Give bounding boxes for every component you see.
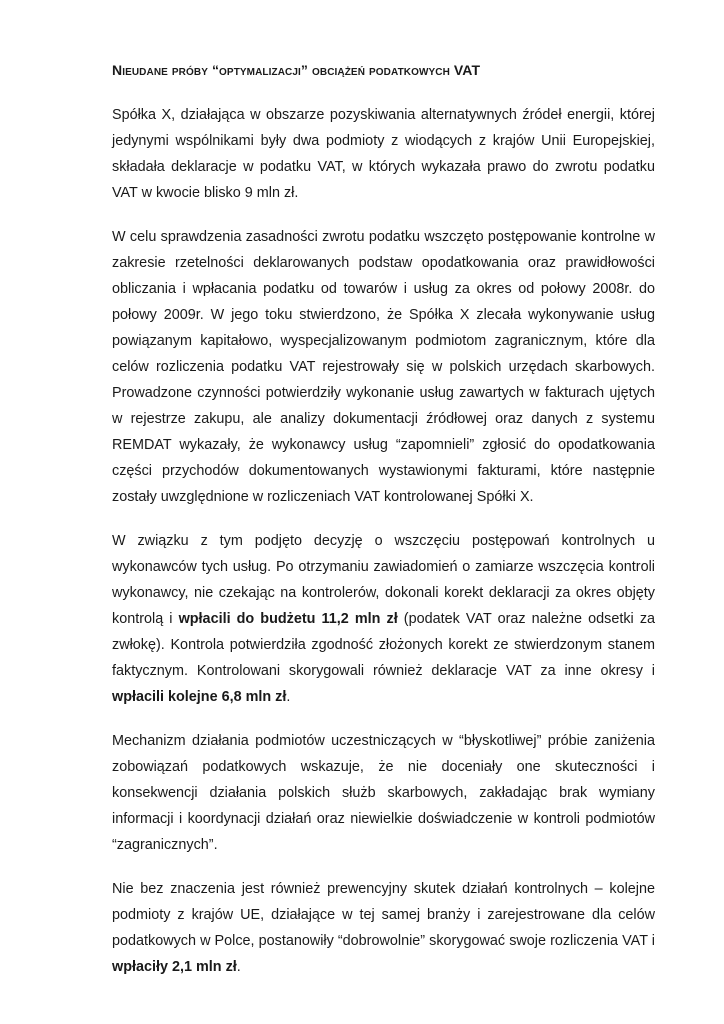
paragraph-3 — [112, 528, 655, 710]
paragraph-5 — [112, 876, 655, 980]
paragraph-3-text-2: (podatek VAT oraz należne odsetki za zwłokę). Kontrola potwierdziła zgodność złożonych korekt ze stwierdzonym stanem faktycznym. Kontrolowani skorygowali również deklaracje VAT za inne okresy i — [112, 611, 656, 679]
paragraph-2: W celu sprawdzenia zasadności zwrotu podatku wszczęto postępowanie kontrolne w zakresie rzetelności deklarowanych podstaw opodatkowania oraz prawidłowości obliczania i wpłacania podatku od towarów i usług za okres od połowy 2008r. do połowy 2009r. W jego toku stwierdzono, że Spółka X zlecała wykonywanie usług powiązanym kapitałowo, wyspecjalizowanym podmiotom zagranicznym, które dla celów rozliczenia podatku VAT rejestrowały się w polskich urzędach skarbowych. Prowadzone czynności potwierdziły wykonanie usług zawartych w fakturach ujętych w rejestrze zakupu, ale analizy dokumentacji źródłowej oraz danych z systemu REMDAT wykazały, że wykonawcy usług “zapomnieli” zgłosić do opodatkowania części przychodów dokumentowanych wystawionymi fakturami, które następnie zostały uwzględnione w rozliczeniach VAT kontrolowanej Spółki X. — [112, 229, 655, 505]
paragraph-3-bold-1: wpłacili do budżetu 11,2 mln zł — [178, 611, 398, 627]
document-title: Nieudane próby “optymalizacji” obciążeń podatkowych VAT — [112, 62, 481, 78]
document-page — [112, 62, 655, 998]
paragraph-5-text-1: Nie bez znaczenia jest również prewencyjny skutek działań kontrolnych – kolejne podmioty z krajów UE, działające w tej samej branży i zarejestrowane dla celów podatkowych w Polce, postanowiły “dobrowolnie” skorygować swoje rozliczenia VAT i — [112, 881, 655, 949]
paragraph-5-text-2: . — [236, 959, 241, 975]
paragraph-5-bold-1: wpłaciły 2,1 mln zł — [112, 959, 237, 975]
paragraph-3-bold-2: wpłacili kolejne 6,8 mln zł — [112, 689, 287, 705]
paragraph-4: Mechanizm działania podmiotów uczestniczących w “błyskotliwej” próbie zaniżenia zobowiązań podatkowych wskazuje, że nie doceniały one skuteczności i konsekwencji działania polskich służb skarbowych, zakładając brak wymiany informacji i koordynacji działań oraz niewielkie doświadczenie w kontroli podmiotów “zagranicznych”. — [112, 733, 655, 853]
paragraph-3-text-1: W związku z tym podjęto decyzję o wszczęciu postępowań kontrolnych u wykonawców tych usług. Po otrzymaniu zawiadomień o zamiarze wszczęcia kontroli wykonawcy, nie czekając na kontrolerów, dokonali korekt deklaracji za okres objęty kontrolą i — [112, 533, 655, 627]
paragraph-3-text-3: . — [286, 689, 291, 705]
paragraph-1: Spółka X, działająca w obszarze pozyskiwania alternatywnych źródeł energii, której jedynymi wspólnikami były dwa podmioty z wiodących z krajów Unii Europejskiej, składała deklaracje w podatku VAT, w których wykazała prawo do zwrotu podatku VAT w kwocie blisko 9 mln zł. — [112, 107, 655, 201]
